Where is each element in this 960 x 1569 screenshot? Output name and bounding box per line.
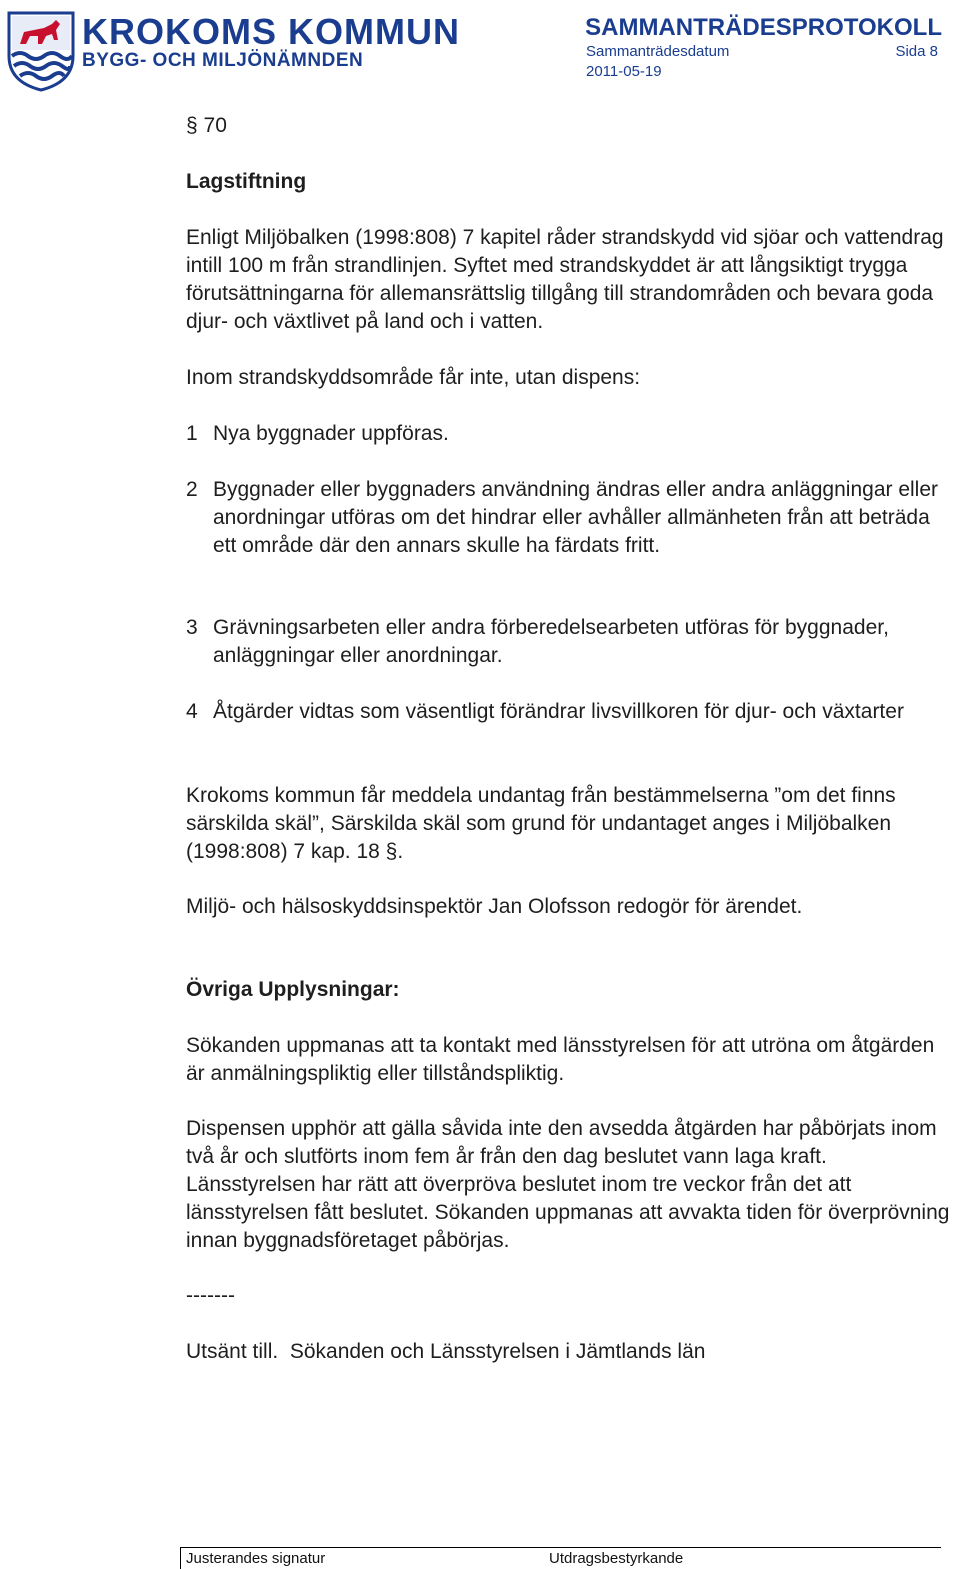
list-item: [186, 420, 951, 448]
list-item-number: 1: [186, 422, 198, 445]
footer-signature-box: [180, 1547, 941, 1569]
section-sign: §: [186, 114, 198, 137]
body-paragraph: Miljö- och hälsoskyddsinspektör Jan Olofsson redogör för ärendet.: [186, 895, 803, 918]
list-item: [186, 476, 951, 588]
info-heading: Övriga Upplysningar:: [186, 978, 400, 1001]
organization-name: KROKOMS KOMMUN: [82, 11, 460, 52]
body-paragraph: Sökanden uppmanas att ta kontakt med länsstyrelsen för att utröna om åtgärden är anmälningspliktig eller tillståndspliktig.: [186, 1034, 935, 1085]
list-item-text: Byggnader eller byggnaders användning ändras eller andra anläggningar eller anordningar utföras om det hindrar eller avhåller allmänheten från att beträda ett område där den annars skulle ha färdats fritt.: [213, 478, 939, 557]
signature-label: Justerandes signatur: [186, 1550, 326, 1567]
document-title: SAMMANTRÄDESPROTOKOLL: [585, 14, 942, 41]
body-paragraph: Enligt Miljöbalken (1998:808) 7 kapitel råder strandskydd vid sjöar och vattendrag intill 100 m från strandlinjen. Syftet med strandskyddet är att långsiktigt trygga förutsättningarna för allemansrättslig tillgång till strandområden och bevara goda djur- och växtlivet på land och i vatten.: [186, 226, 944, 333]
meeting-date-label: Sammanträdesdatum: [586, 43, 730, 60]
body-paragraph: Inom strandskyddsområde får inte, utan dispens:: [186, 366, 641, 389]
separator-line: -------: [186, 1284, 235, 1307]
extract-certification-label: Utdragsbestyrkande: [549, 1550, 684, 1567]
page-number: Sida 8: [895, 43, 938, 60]
paragraph-number: [186, 112, 227, 140]
body-paragraph: Dispensen upphör att gälla såvida inte den avsedda åtgärden har påbörjats inom två år och slutförts inom fem år från den dag beslutet vann laga kraft. Länsstyrelsen har rätt att överpröva beslutet inom tre veckor från det att länsstyrelsen fått beslutet. Sökanden uppmanas att avvakta tiden för överprövning innan byggnadsföretaget påbörjas.: [186, 1117, 950, 1252]
list-item: [186, 698, 951, 754]
list-item-text: Grävningsarbeten eller andra förberedelsearbeten utföras för byggnader, anläggningar eller anordningar.: [213, 616, 889, 667]
committee-name: BYGG- OCH MILJÖNÄMNDEN: [82, 50, 364, 71]
list-item-text: Nya byggnader uppföras.: [213, 422, 449, 445]
body-paragraph: Krokoms kommun får meddela undantag från bestämmelserna ”om det finns särskilda skäl”, Särskilda skäl som grund för undantaget anges i Miljöbalken (1998:808) 7 kap. 18 §.: [186, 784, 896, 863]
list-item-number: 2: [186, 478, 198, 501]
list-item-text: Åtgärder vidtas som väsentligt förändrar livsvillkoren för djur- och växtarter: [213, 700, 904, 723]
section-heading: Lagstiftning: [186, 170, 307, 193]
paragraph-number-value: 70: [203, 114, 227, 137]
list-item-number: 4: [186, 700, 198, 723]
distribution-line: Utsänt till. Sökanden och Länsstyrelsen i Jämtlands län: [186, 1340, 706, 1363]
list-item: [186, 614, 951, 670]
coat-of-arms-icon: [6, 10, 76, 92]
list-item-number: 3: [186, 616, 198, 639]
meeting-date: 2011-05-19: [586, 63, 662, 80]
